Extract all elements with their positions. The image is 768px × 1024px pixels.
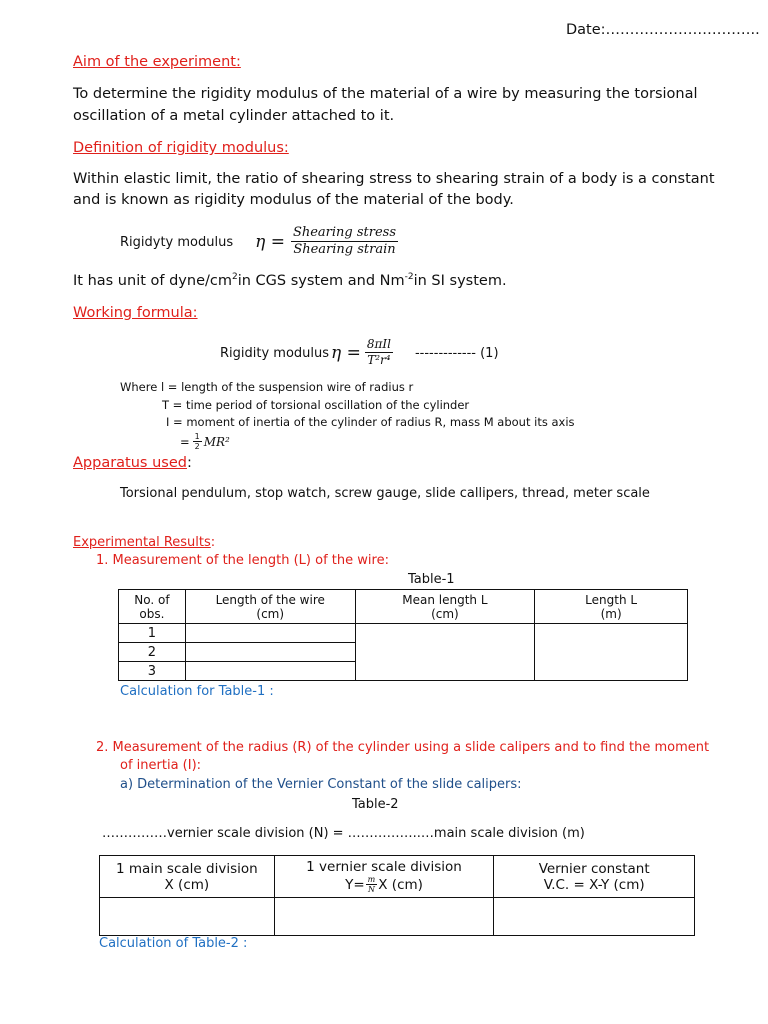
- table-2-header-main-scale: 1 main scale division X (cm): [100, 856, 275, 898]
- stress-strain-fraction: [291, 226, 398, 258]
- item-1-heading: 1. Measurement of the length (L) of the wire:: [96, 553, 389, 568]
- aim-text-line-1: To determine the rigidity modulus of the material of a wire by measuring the torsional: [73, 86, 698, 102]
- table-2-header-vernier-constant: Vernier constant V.C. = X-Y (cm): [494, 856, 695, 898]
- table-2-caption: Table-2: [352, 797, 399, 812]
- equation-tag: ------------- (1): [414, 345, 499, 361]
- date-field: Date:…………………………..: [566, 22, 760, 38]
- working-formula: [220, 332, 499, 374]
- half-fraction: [193, 432, 202, 452]
- working-fraction: [365, 338, 393, 367]
- main-scale-value-cell[interactable]: [100, 898, 275, 936]
- mean-length-cell[interactable]: [355, 624, 535, 681]
- unit-sup-2: -2: [404, 272, 414, 282]
- apparatus-colon: :: [186, 455, 192, 471]
- table-1: [118, 589, 688, 681]
- fraction-numerator: 1: [194, 432, 200, 442]
- where-line-4: [180, 430, 230, 454]
- working-formula-heading: Working formula:: [73, 305, 198, 321]
- unit-sup-1: 2: [231, 272, 238, 282]
- obs-number: 1: [119, 624, 186, 643]
- fraction-numerator: 8πIl: [366, 337, 391, 352]
- definition-heading: Definition of rigidity modulus:: [73, 140, 289, 156]
- item-2-heading-line-2: of inertia (I):: [120, 758, 202, 773]
- obs-number: 3: [119, 662, 186, 681]
- unit-text-2: in CGS system and Nm: [237, 272, 405, 289]
- unit-text-3: in SI system.: [413, 272, 507, 289]
- apparatus-heading: Apparatus used: [73, 455, 187, 471]
- table-2-header-vernier-scale: 1 vernier scale division Y= $\frac{m}{N}$ X (cm): [274, 856, 494, 898]
- table-1-header-mean: Mean length L (cm): [355, 590, 535, 624]
- fraction-denominator: Shearing strain: [293, 242, 396, 258]
- table-1-caption: Table-1: [408, 572, 455, 587]
- vernier-constant-value-cell[interactable]: [494, 898, 695, 936]
- mr-squared: MR²: [203, 435, 230, 449]
- length-cell[interactable]: [185, 662, 355, 681]
- equals-sign: =: [180, 435, 190, 449]
- apparatus-heading-row: [73, 455, 192, 471]
- fraction-numerator: Shearing stress: [292, 225, 397, 241]
- table-1-header-row: [119, 590, 688, 624]
- eta-symbol: η =: [331, 343, 361, 363]
- formula-label: Rigidity modulus: [220, 345, 330, 361]
- obs-number: 2: [119, 643, 186, 662]
- where-line-3: I = moment of inertia of the cylinder of radius R, mass M about its axis: [166, 415, 575, 429]
- fraction-denominator: T²r⁴: [367, 353, 391, 368]
- results-heading: Experimental Results: [73, 535, 211, 550]
- unit-statement: [73, 272, 507, 289]
- table-row: [100, 898, 695, 936]
- length-m-cell[interactable]: [535, 624, 688, 681]
- item-2-heading-line-1: 2. Measurement of the radius (R) of the cylinder using a slide calipers and to find the moment: [96, 740, 710, 755]
- table-2: [99, 855, 695, 936]
- aim-heading: Aim of the experiment:: [73, 54, 241, 70]
- fraction-denominator: 2: [194, 442, 200, 452]
- definition-text-line-1: Within elastic limit, the ratio of shearing stress to shearing strain of a body is a constant: [73, 171, 715, 187]
- vernier-scale-value-cell[interactable]: [274, 898, 494, 936]
- length-cell[interactable]: [185, 624, 355, 643]
- table-row: [119, 624, 688, 643]
- formula-label: Rigidyty modulus: [120, 234, 234, 250]
- length-cell[interactable]: [185, 643, 355, 662]
- item-2a-heading: a) Determination of the Vernier Constant of the slide calipers:: [120, 777, 522, 792]
- unit-text-1: It has unit of dyne/cm: [73, 272, 232, 289]
- table-1-header-obs: No. of obs.: [119, 590, 186, 624]
- table-1-header-length: Length of the wire (cm): [185, 590, 355, 624]
- rigidity-definition-formula: [120, 222, 398, 262]
- table-2-header-row: [100, 856, 695, 898]
- aim-text-line-2: oscillation of a metal cylinder attached to it.: [73, 108, 395, 124]
- where-line-1: Where l = length of the suspension wire of radius r: [120, 380, 414, 394]
- table-1-calculation-label: Calculation for Table-1 :: [120, 684, 274, 699]
- results-colon: :: [210, 535, 216, 550]
- table-2-calculation-label: Calculation of Table-2 :: [99, 936, 248, 951]
- where-line-2: T = time period of torsional oscillation of the cylinder: [162, 398, 470, 412]
- eta-symbol: η =: [255, 232, 285, 252]
- table-1-header-length-m: Length L (m): [535, 590, 688, 624]
- results-heading-row: [73, 535, 215, 550]
- vernier-division-line: ……………vernier scale division (N) = ……………..…main scale division (m): [102, 826, 585, 841]
- apparatus-list: Torsional pendulum, stop watch, screw gauge, slide callipers, thread, meter scale: [120, 486, 650, 501]
- definition-text-line-2: and is known as rigidity modulus of the material of the body.: [73, 192, 514, 208]
